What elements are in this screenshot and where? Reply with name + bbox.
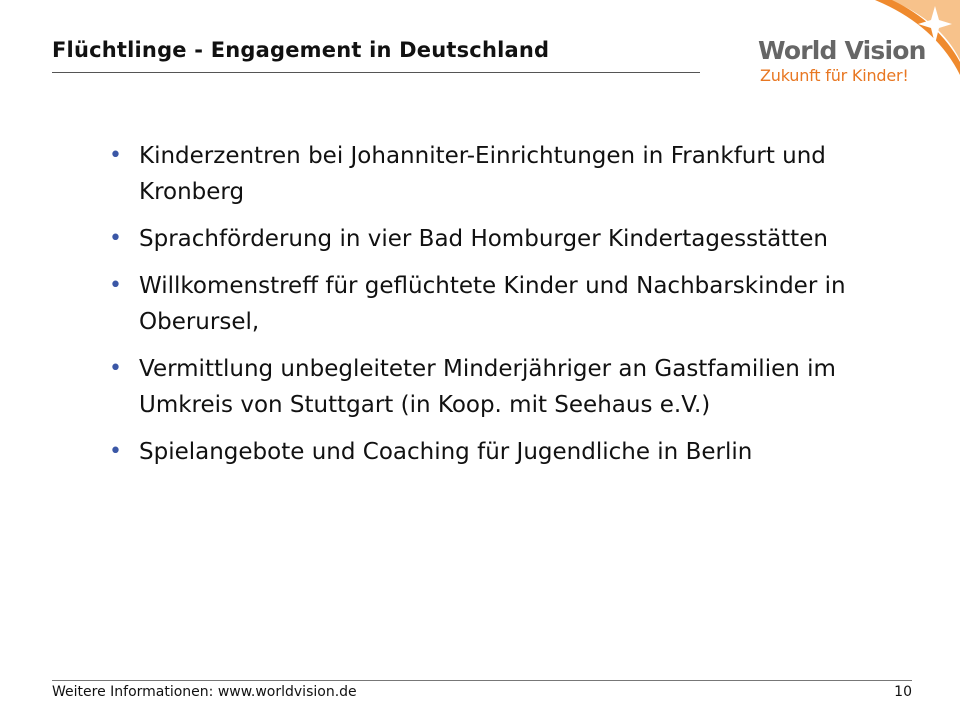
- list-item: [108, 434, 908, 470]
- list-item: [108, 268, 908, 340]
- bullet-marker: •: [109, 439, 122, 464]
- footer-divider: [52, 680, 912, 681]
- bullet-marker: •: [109, 273, 122, 298]
- logo-tagline: Zukunft für Kinder!: [760, 66, 909, 85]
- slide-title: Flüchtlinge - Engagement in Deutschland: [52, 38, 550, 62]
- list-item: [108, 138, 908, 210]
- title-divider: [52, 72, 700, 73]
- logo-wordmark: World Vision: [758, 36, 926, 65]
- bullet-marker: •: [109, 143, 122, 168]
- bullet-marker: •: [109, 356, 122, 381]
- bullet-text: Sprachförderung in vier Bad Homburger Kindertagesstätten: [139, 226, 828, 252]
- world-vision-logo: [740, 0, 960, 100]
- page-number: 10: [894, 684, 912, 700]
- bullet-text: Kinderzentren bei Johanniter-Einrichtungen in Frankfurt und Kronberg: [139, 143, 826, 205]
- bullet-text: Willkomenstreff für geflüchtete Kinder und Nachbarskinder in Oberursel,: [139, 273, 846, 335]
- bullet-text: Vermittlung unbegleiteter Minderjähriger an Gastfamilien im Umkreis von Stuttgart (in Koop. mit Seehaus e.V.): [139, 356, 836, 418]
- bullet-list: [108, 138, 908, 481]
- list-item: [108, 221, 908, 257]
- bullet-marker: •: [109, 226, 122, 251]
- bullet-text: Spielangebote und Coaching für Jugendliche in Berlin: [139, 439, 753, 465]
- footer-info: Weitere Informationen: www.worldvision.de: [52, 684, 357, 700]
- list-item: [108, 351, 908, 423]
